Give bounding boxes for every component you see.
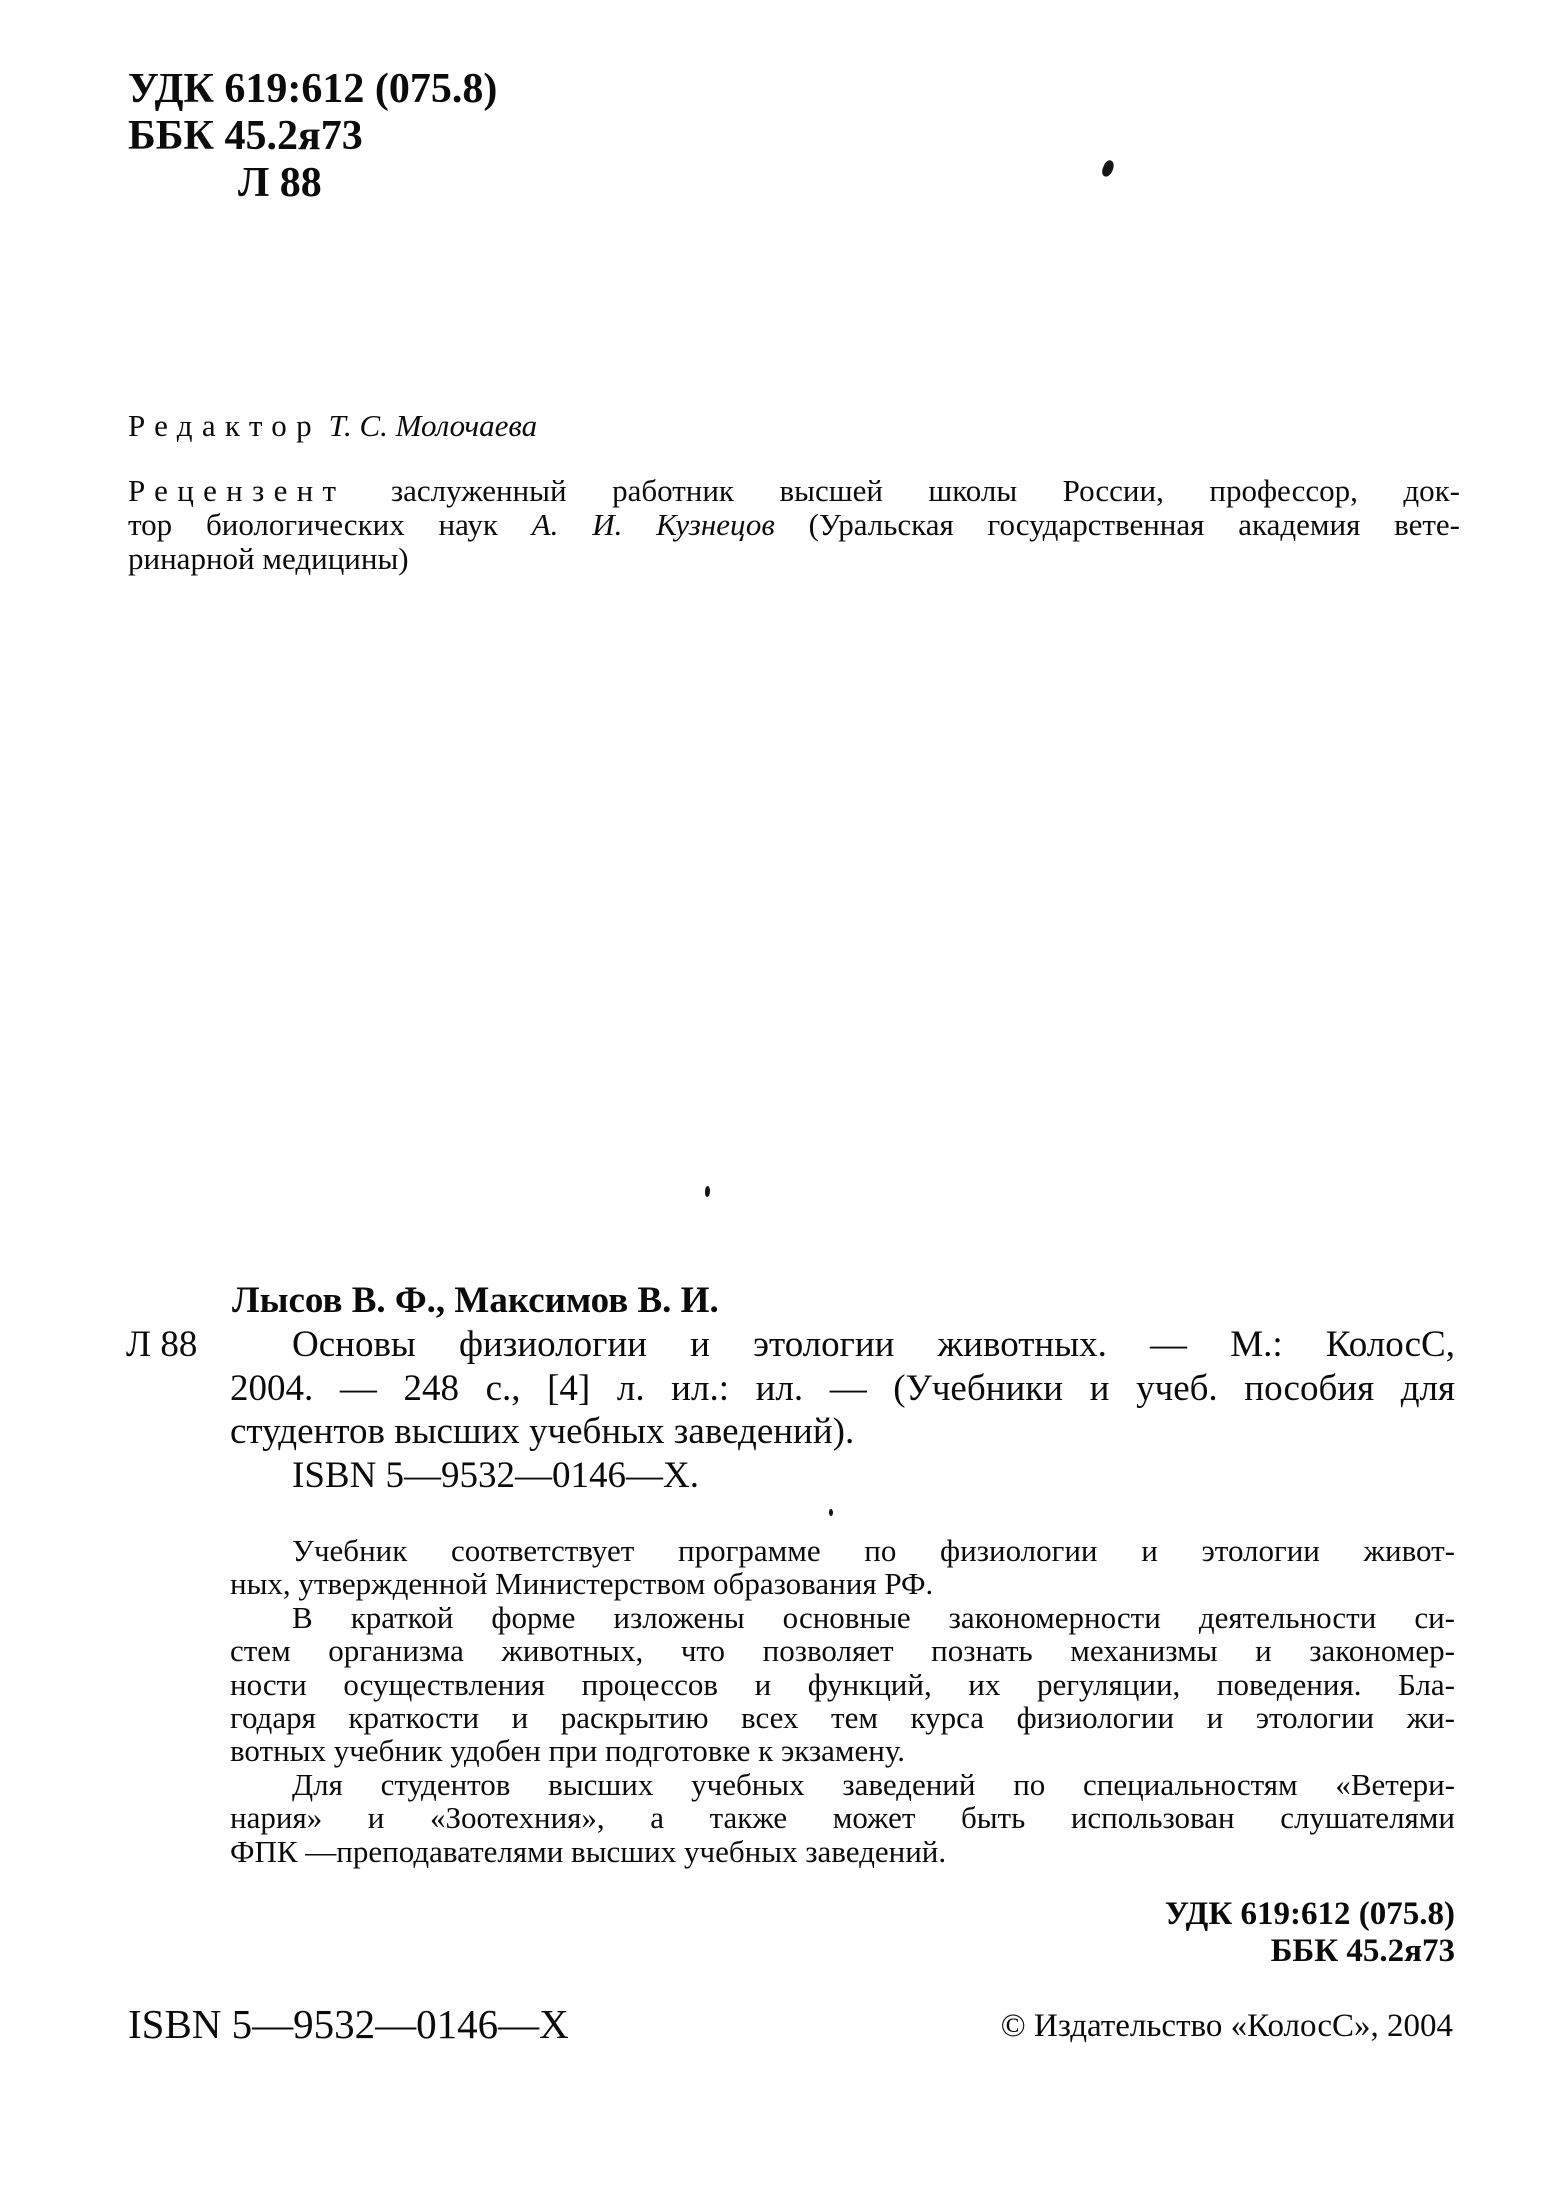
annotation-line: Для студентов высших учебных заведений по специальностям «Ветери- xyxy=(292,1766,1455,1802)
bottom-udc-code: УДК 619:612 (075.8) xyxy=(1164,1896,1455,1932)
annotation-line: В краткой форме изложены основные закономерности деятельности си- xyxy=(292,1599,1455,1635)
reviewer-line-3: ринарной медицины) xyxy=(128,541,409,576)
catalog-entry xyxy=(126,1323,1455,1497)
editor-label: Редактор xyxy=(128,408,321,443)
editor-line xyxy=(128,408,537,444)
top-codes-block xyxy=(128,66,497,207)
author-mark: Л 88 xyxy=(238,160,322,206)
scan-speck xyxy=(1100,159,1116,179)
catalog-author-mark: Л 88 xyxy=(126,1324,198,1365)
annotation-line: годаря краткости и раскрытию всех тем курса физиологии и этологии жи- xyxy=(230,1700,1455,1736)
catalog-authors: Лысов В. Ф., Максимов В. И. xyxy=(232,1280,719,1321)
editor-name: Т. С. Молочаева xyxy=(328,408,538,443)
reviewer-line-1-text: заслуженный работник высшей школы России, профессор, док- xyxy=(390,473,1460,508)
reviewer-line-2-pre: тор биологических наук xyxy=(128,507,498,542)
scan-speck xyxy=(705,1186,711,1197)
reviewer-line-2 xyxy=(128,508,1460,542)
catalog-line-3: студентов высших учебных заведений). xyxy=(230,1411,855,1452)
catalog-line-1: Основы физиологии и этологии животных. — М.: КолосС, xyxy=(292,1324,1455,1365)
reviewer-paragraph xyxy=(128,474,1460,576)
annotation-line: ных, утвержденной Министерством образования РФ. xyxy=(230,1566,934,1602)
bottom-bbk-code: ББК 45.2я73 xyxy=(1270,1933,1455,1969)
reviewer-line-2-post: (Уральская государственная академия вете- xyxy=(808,507,1461,542)
annotation-line: стем организма животных, что позволяет познать механизмы и закономер- xyxy=(230,1633,1455,1669)
annotation-line: вотных учебник удобен при подготовке к экзамену. xyxy=(230,1733,906,1769)
annotation-line: нария» и «Зоотехния», а также может быть использован слушателями xyxy=(230,1800,1455,1836)
bottom-codes-block xyxy=(1165,1896,1455,1970)
annotation-block xyxy=(230,1534,1455,1868)
reviewer-label: Рецензент xyxy=(128,473,346,508)
footer-isbn: ISBN 5—9532—0146—X xyxy=(128,2001,569,2047)
catalog-isbn-line: ISBN 5—9532—0146—X. xyxy=(292,1454,700,1496)
udc-code: УДК 619:612 (075.8) xyxy=(128,66,498,112)
bbk-code: ББК 45.2я73 xyxy=(128,113,363,159)
footer-copyright: © Издательство «КолосС», 2004 xyxy=(1000,2008,1453,2044)
reviewer-line-1 xyxy=(128,474,1460,508)
scan-speck xyxy=(829,1509,833,1516)
annotation-line: Учебник соответствует программе по физиологии и этологии живот- xyxy=(292,1533,1455,1568)
reviewer-name: А. И. Кузнецов xyxy=(531,507,775,542)
catalog-line-2: 2004. — 248 с., [4] л. ил.: ил. — (Учебники и учеб. пособия для xyxy=(230,1367,1455,1409)
annotation-line: ности осуществления процессов и функций, их регуляции, поведения. Бла- xyxy=(230,1666,1455,1702)
annotation-line: ФПК —преподавателями высших учебных заведений. xyxy=(230,1833,947,1869)
